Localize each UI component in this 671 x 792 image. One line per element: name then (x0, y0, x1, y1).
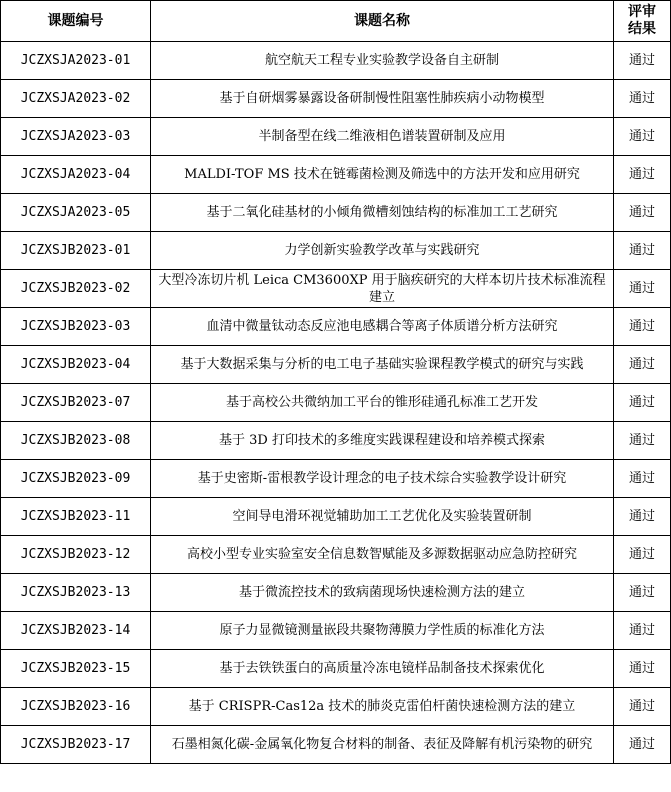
table-row (1, 460, 671, 498)
name-cell: 基于自研烟雾暴露设备研制慢性阻塞性肺疾病小动物模型 (151, 80, 614, 118)
code-cell: JCZXSJB2023-07 (1, 384, 151, 422)
name-cell: 原子力显微镜测量嵌段共聚物薄膜力学性质的标准化方法 (151, 612, 614, 650)
table-row (1, 612, 671, 650)
code-cell: JCZXSJB2023-01 (1, 232, 151, 270)
name-cell: 基于史密斯-雷根教学设计理念的电子技术综合实验教学设计研究 (151, 460, 614, 498)
result-cell: 通过 (614, 308, 671, 346)
name-cell: 基于去铁铁蛋白的高质量冷冻电镜样品制备技术探索优化 (151, 650, 614, 688)
result-cell: 通过 (614, 194, 671, 232)
result-cell: 通过 (614, 536, 671, 574)
result-cell: 通过 (614, 42, 671, 80)
table-row (1, 232, 671, 270)
table-row (1, 422, 671, 460)
table-row (1, 80, 671, 118)
result-cell: 通过 (614, 270, 671, 308)
header-result-line1: 评审 (628, 4, 656, 20)
header-code: 课题编号 (1, 1, 151, 42)
code-cell: JCZXSJB2023-02 (1, 270, 151, 308)
name-cell: 空间导电滑环视觉辅助加工工艺优化及实验装置研制 (151, 498, 614, 536)
name-cell: 大型冷冻切片机 Leica CM3600XP 用于脑疾研究的大样本切片技术标准流程建立 (151, 270, 614, 308)
code-cell: JCZXSJB2023-11 (1, 498, 151, 536)
table-row (1, 650, 671, 688)
code-cell: JCZXSJB2023-16 (1, 688, 151, 726)
result-cell: 通过 (614, 118, 671, 156)
result-cell: 通过 (614, 612, 671, 650)
header-row (1, 1, 671, 42)
result-cell: 通过 (614, 422, 671, 460)
table-row (1, 384, 671, 422)
name-cell: 基于高校公共微纳加工平台的锥形硅通孔标准工艺开发 (151, 384, 614, 422)
result-cell: 通过 (614, 498, 671, 536)
header-result (614, 1, 671, 42)
table-row (1, 118, 671, 156)
name-cell: 基于 3D 打印技术的多维度实践课程建设和培养模式探索 (151, 422, 614, 460)
name-cell: 基于 CRISPR-Cas12a 技术的肺炎克雷伯杆菌快速检测方法的建立 (151, 688, 614, 726)
code-cell: JCZXSJA2023-05 (1, 194, 151, 232)
code-cell: JCZXSJA2023-02 (1, 80, 151, 118)
name-cell: 航空航天工程专业实验教学设备自主研制 (151, 42, 614, 80)
name-cell: MALDI-TOF MS 技术在链霉菌检测及筛选中的方法开发和应用研究 (151, 156, 614, 194)
result-cell: 通过 (614, 156, 671, 194)
code-cell: JCZXSJB2023-13 (1, 574, 151, 612)
name-cell: 石墨相氮化碳-金属氧化物复合材料的制备、表征及降解有机污染物的研究 (151, 726, 614, 764)
name-cell: 高校小型专业实验室安全信息数智赋能及多源数据驱动应急防控研究 (151, 536, 614, 574)
header-name: 课题名称 (151, 1, 614, 42)
table-row (1, 42, 671, 80)
table-row (1, 156, 671, 194)
result-cell: 通过 (614, 232, 671, 270)
code-cell: JCZXSJA2023-01 (1, 42, 151, 80)
result-cell: 通过 (614, 574, 671, 612)
table-row (1, 574, 671, 612)
table-header (1, 1, 671, 42)
header-result-line2: 结果 (628, 21, 656, 37)
name-cell: 基于微流控技术的致病菌现场快速检测方法的建立 (151, 574, 614, 612)
result-cell: 通过 (614, 688, 671, 726)
code-cell: JCZXSJB2023-04 (1, 346, 151, 384)
code-cell: JCZXSJB2023-08 (1, 422, 151, 460)
table-row (1, 308, 671, 346)
table-row (1, 536, 671, 574)
result-cell: 通过 (614, 650, 671, 688)
table-row (1, 726, 671, 764)
table-row (1, 346, 671, 384)
code-cell: JCZXSJB2023-09 (1, 460, 151, 498)
table-row (1, 688, 671, 726)
code-cell: JCZXSJB2023-03 (1, 308, 151, 346)
code-cell: JCZXSJB2023-15 (1, 650, 151, 688)
code-cell: JCZXSJB2023-12 (1, 536, 151, 574)
code-cell: JCZXSJB2023-17 (1, 726, 151, 764)
result-cell: 通过 (614, 384, 671, 422)
table-row (1, 194, 671, 232)
table-body (1, 42, 671, 764)
result-cell: 通过 (614, 460, 671, 498)
result-cell: 通过 (614, 346, 671, 384)
name-cell: 血清中微量钛动态反应池电感耦合等离子体质谱分析方法研究 (151, 308, 614, 346)
code-cell: JCZXSJA2023-03 (1, 118, 151, 156)
name-cell: 半制备型在线二维液相色谱装置研制及应用 (151, 118, 614, 156)
code-cell: JCZXSJB2023-14 (1, 612, 151, 650)
result-cell: 通过 (614, 726, 671, 764)
code-cell: JCZXSJA2023-04 (1, 156, 151, 194)
table-row (1, 498, 671, 536)
name-cell: 力学创新实验教学改革与实践研究 (151, 232, 614, 270)
name-cell: 基于大数据采集与分析的电工电子基础实验课程教学模式的研究与实践 (151, 346, 614, 384)
name-cell: 基于二氧化硅基材的小倾角微槽刻蚀结构的标准加工工艺研究 (151, 194, 614, 232)
result-cell: 通过 (614, 80, 671, 118)
table-row (1, 270, 671, 308)
